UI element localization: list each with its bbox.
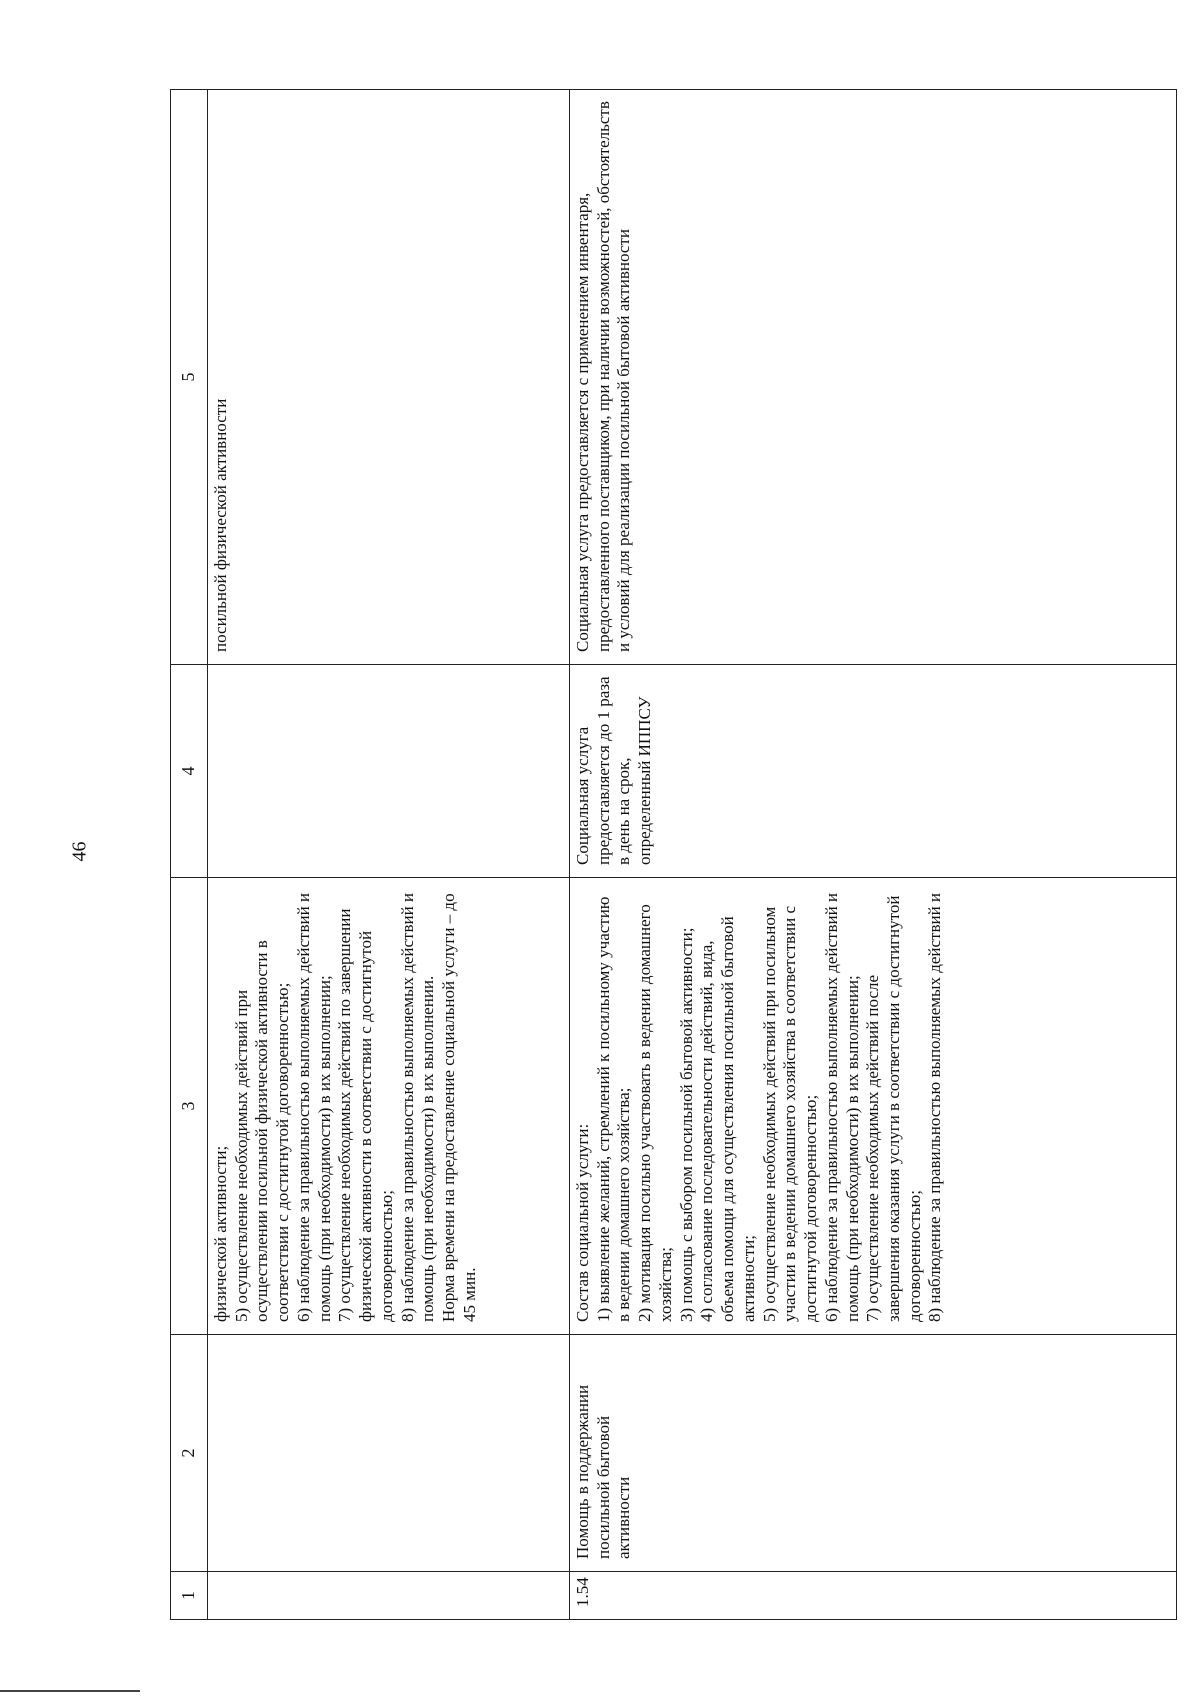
table-row	[570, 90, 1177, 1620]
list-item: 6) наблюдение за правильностью выполняемых действий и помощь (при необходимости) в их выполнении;	[821, 892, 862, 1322]
row2-conditions-cell: Социальная услуга предоставляется с применением инвентаря, предоставленного поставщиком, при наличии возможностей, обстоятельств и условий для реализации посильной бытовой активности	[570, 90, 1177, 665]
list-item: 4) согласование последовательности действий, вида, объема помощи для осуществления посильной бытовой активности;	[697, 916, 758, 1322]
list-item: 3) помощь с выбором посильной бытовой активности;	[676, 927, 696, 1322]
page-number: 46	[68, 841, 91, 862]
list-item: Состав социальной услуги:	[573, 1123, 592, 1322]
header-col-5: 5	[171, 90, 208, 665]
list-item: 5) осуществление необходимых действий при посильном участии в ведении домашнего хозяйства в соответствии с достигнутой договоренностью;	[759, 905, 821, 1322]
header-col-4: 4	[171, 665, 208, 878]
row2-frequency-cell: Социальная услуга предоставляется до 1 раза в день на срок, определенный ИППСУ	[570, 665, 1177, 878]
list-item: 2) мотивация посильно участвовать в ведении домашнего хозяйства;	[635, 904, 675, 1322]
list-item: 8) наблюдение за правильностью выполняемых действий и	[925, 892, 945, 1322]
row2-service-name-cell: Помощь в поддержании посильной бытовой активности	[570, 1335, 1177, 1572]
rotated-page-content	[170, 90, 1170, 1620]
row2-description-list	[573, 886, 946, 1322]
row2-description-cell	[570, 878, 1177, 1335]
header-col-3: 3	[171, 878, 208, 1335]
list-item: 8) наблюдение за правильностью выполняемых действий и помощь (при необходимости) в их выполнении.	[397, 892, 438, 1322]
row1-description-list	[211, 886, 481, 1322]
services-table	[170, 89, 1177, 1620]
list-item: 1) выявление желаний, стремлений к посильному участию в ведении домашнего хозяйства;	[593, 896, 634, 1322]
row1-conditions-cell: посильной физической активности	[208, 90, 570, 665]
time-norm: Норма времени на предоставление социальной услуги – до 45 мин.	[439, 893, 479, 1322]
list-item: 7) осуществление необходимых действий по завершении физической активности в соответствии с достигнутой договоренностью;	[335, 908, 396, 1322]
header-row	[171, 90, 208, 1620]
table-row	[208, 90, 570, 1620]
row1-service-name-cell	[208, 1335, 570, 1572]
row1-frequency-cell	[208, 665, 570, 878]
row1-number-cell	[208, 1572, 570, 1620]
list-item: 7) осуществление необходимых действий после завершения оказания услуги в соответствии с достигнутой договоренностью;	[863, 895, 924, 1322]
row1-description-cell	[208, 878, 570, 1335]
header-col-2: 2	[171, 1335, 208, 1572]
header-col-1: 1	[171, 1572, 208, 1620]
list-item: физической активности;	[211, 1145, 230, 1322]
list-item: 5) осуществление необходимых действий при осуществлении посильной физической активности в соответствии с достигнутой договоренностью;	[231, 940, 293, 1322]
scan-edge-mark	[0, 1690, 140, 1692]
row2-number-cell: 1.54	[570, 1572, 1177, 1620]
list-item: 6) наблюдение за правильностью выполняемых действий и помощь (при необходимости) в их выполнении;	[293, 892, 334, 1322]
